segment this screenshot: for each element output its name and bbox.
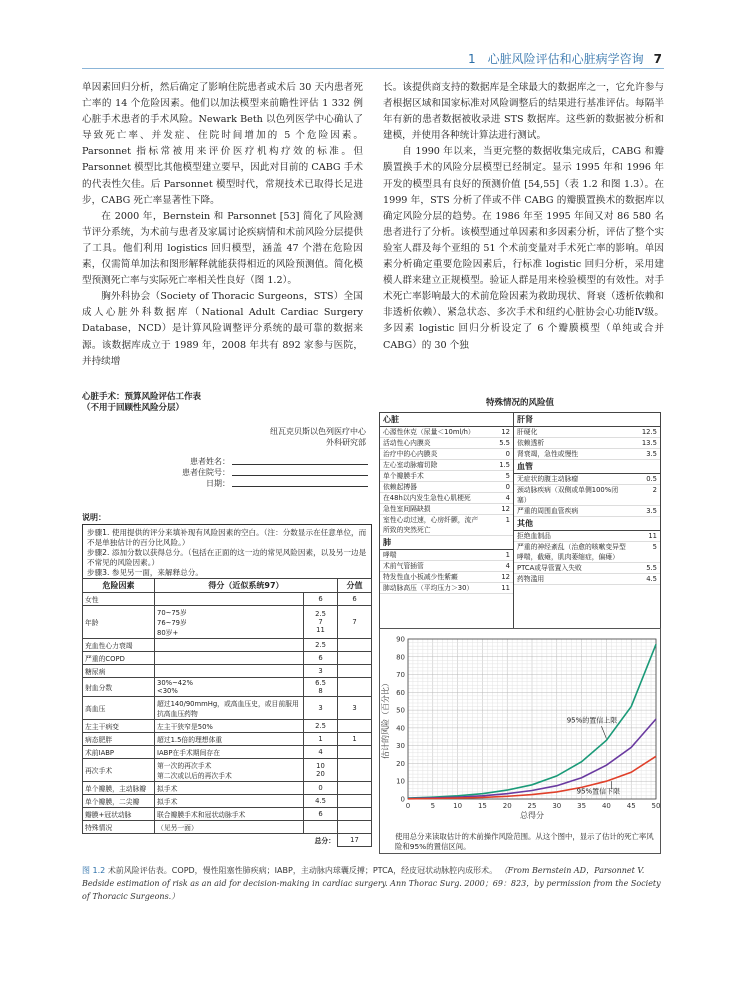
table-row [83,795,372,808]
x-tick-label: 50 [651,802,660,810]
x-axis-label: 总得分 [520,811,544,820]
risk-factor: 特殊情况 [83,821,155,834]
special-right-column [514,413,660,585]
risk-points: 1 [304,733,338,746]
risk-factor-rows [83,593,372,847]
figure-text: 术前风险评估表。COPD，慢性阻塞性肺疾病；IABP，主动脉内球囊反搏；PTCA，经皮冠状动脉腔内成形术。 [107,866,498,875]
special-conditions [379,396,661,634]
table-row [83,606,372,639]
header-divider [82,68,664,69]
institution-line1: 纽瓦克贝斯以色列医疗中心 [270,427,366,436]
special-item [380,471,513,482]
special-item [380,515,513,536]
special-item-label: 依赖透析 [517,439,545,447]
special-item-value: 1.5 [499,461,510,469]
section-lung: 肺 [380,536,513,550]
risk-value-input[interactable] [338,720,372,733]
special-item-value: 1 [505,516,510,524]
paragraph: 在 2000 年，Bernstein 和 Parsonnet [53] 简化了风险测节评分系统，为术前与患者及家属讨论疾病情和术前风险分层提供了工具。他们利用 logistics 回归模型，涵盖 47 个潜在危险因素，仅需简单加法和图形解释就能获得相近的风险预测值。简化模型预测死亡率与实际死亡率相关性良好（图 1.2）。 [82,210,363,287]
x-tick-label: 20 [502,802,512,810]
special-item-label: 活动性心内膜炎 [383,439,431,447]
risk-chart-box [379,628,661,854]
risk-factor: 充血性心力衰竭 [83,639,155,652]
special-item-value: 12 [501,505,510,513]
lung-list [380,550,513,594]
table-row [83,733,372,746]
section-vessel: 血管 [514,460,660,474]
risk-criteria: 联合瓣膜手术和冠状动脉手术 [155,808,304,821]
x-tick-label: 10 [453,802,463,810]
col-factor: 危险因素 [83,579,155,593]
special-item-label: 严重的周围血管疾病 [517,507,579,515]
special-item-value: 12 [501,428,510,436]
y-tick-label: 90 [396,635,405,644]
special-item-label: 药物滥用 [517,575,545,583]
risk-criteria: （见另一面） [155,821,304,834]
institution [270,426,366,448]
special-item-value: 5 [505,472,510,480]
table-row [83,665,372,678]
table-row [83,759,372,782]
risk-factor: 病态肥胖 [83,733,155,746]
risk-points: 3 [304,697,338,720]
risk-worksheet [82,392,372,859]
worksheet-title [82,392,201,414]
special-item-value: 11 [501,584,510,592]
risk-criteria: 超过140/90mmHg，或高血压史，或目前服用抗高血压药物 [155,697,304,720]
paragraph: 自 1990 年以来，当更完整的数据收集完成后，CABG 和瓣膜置换手术的风险分层模型已经制定。显示 1995 年和 1996 年开发的模型具有良好的预测价值 [54,55]（表 1.2 和图 1.3）。在 1999 年，STS 分析了伴或不伴 CABG 的瓣膜置换术的数据库以确定风险分层的趋势。在 1986 年至 1995 年间又对 86 580 名患者进行了分析。该模型通过单因素和多因素分析，评估了整个实验室人群及每个亚组的 51 个术前变量对手术死亡率的影响。单因素分析确定重要危险因素后，行标准 logistic 回归分析，采用建模人群来建立正规模型。验证人群是用来检验模型的有效性。对手术死亡率影响最大的术前危险因素为救助现状、肾衰（透析依赖和非透析依赖）、紧急状态、多次手术和纽约心脏协会心功能Ⅳ级。多因素 logistic 回归分析设定了 6 个瓣膜模型（单纯或合并 CABG）的 30 个独 [383,146,664,351]
special-item-label: 哮喘 [383,551,397,559]
patient-name-field[interactable] [142,456,368,467]
chapter-title: 1 心脏风险评估和心脏病学咨询 [468,52,644,66]
risk-points [304,821,338,834]
special-item-value: 3.5 [646,507,657,515]
annotation-upper: 95%的置信上限 [566,716,618,725]
special-item-label: 左心室动脉瘤切除 [383,461,438,469]
y-tick-label: 60 [396,688,405,697]
annotation-lower: 95%置信下限 [576,787,621,796]
field-label: 患者住院号： [182,468,230,477]
table-row [83,639,372,652]
instructions-box [82,524,372,582]
special-item-label: 肺动脉高压（平均压力＞30） [383,584,474,592]
table-header-row [83,579,372,593]
risk-points: 4.5 [304,795,338,808]
special-item [380,550,513,561]
y-tick-label: 0 [400,795,405,804]
section-kidney: 肝肾 [514,413,660,427]
x-tick-label: 35 [577,802,587,810]
patient-id-field[interactable] [142,467,368,478]
heart-list [380,427,513,536]
special-item-value: 2 [652,486,657,494]
table-row [83,593,372,606]
table-row [83,697,372,720]
step-3: 步骤3. 参见另一面，来解释总分。 [87,568,203,577]
special-item-label: 拒绝血制品 [517,532,551,540]
special-item [514,506,660,517]
special-item-label: 治疗中的心内膜炎 [383,450,438,458]
special-item [380,493,513,504]
risk-points: 10 20 [304,759,338,782]
special-item [380,427,513,438]
vessel-list [514,474,660,517]
paragraph: 长。该提供商支持的数据库是全球最大的数据库之一，它允许参与者根据区域和国家标准对风险调整后的结果进行基准评估。每隔半年有新的患者数据被收录进 STS 数据库。这些新的数据被分析和建模，并使用各种统计算法进行测试。 [383,82,664,142]
special-item-label: 术前气管插管 [383,562,424,570]
risk-criteria: 70~75岁 76~79岁 80岁+ [155,606,304,639]
kidney-list [514,427,660,460]
other-list [514,531,660,585]
field-label: 患者姓名： [190,457,230,466]
y-tick-label: 80 [396,653,405,662]
figure-label: 图 1.2 [82,866,106,875]
risk-criteria [155,652,304,665]
field-line[interactable] [232,467,368,476]
special-item-label: 单个瓣膜手术 [383,472,424,480]
total-label: 总分： [314,837,335,845]
risk-criteria [155,639,304,652]
risk-points: 2.5 [304,720,338,733]
special-item [380,460,513,471]
special-item [380,561,513,572]
risk-points: 6 [304,652,338,665]
risk-criteria: 左主干狭窄是50% [155,720,304,733]
special-item-value: 0 [505,483,510,491]
risk-value-input[interactable] [338,782,372,795]
special-item-label: PTCA或导管置入失败 [517,564,582,572]
risk-criteria: 30%~42% <30% [155,678,304,697]
special-item-label: 心源性休克（尿量＜10ml/h） [383,428,475,436]
risk-factor: 严重的COPD [83,652,155,665]
risk-factor: 瓣膜+冠状动脉 [83,808,155,821]
special-item-value: 4.5 [646,575,657,583]
field-label: 日期： [206,479,230,488]
risk-criteria: 超过1.5倍的理想体重 [155,733,304,746]
paragraph: 单因素回归分析，然后确定了影响住院患者或术后 30 天内患者死亡率的 14 个危险因素。他们以加法模型来前瞻性评估 1 332 例心脏手术患者的手术风险。Newark Beth 以色列医学中心确认了导致死亡率、并发症、住院时间增加的 5 个危险因素。Parsonnet 指标常被用来评价医疗机构疗效的标准。但 Parsonnet 模型比其他模型建立要早，因此对目前的 CABG 手术的代表性欠佳。后 Parsonnet 模型时代，常规技术已取得长足进步，CABG 死亡率显著性下降。 [82,82,363,206]
special-item-value: 3.5 [646,450,657,458]
special-item-label: 肝硬化 [517,428,538,436]
y-tick-label: 20 [396,759,405,768]
special-item-label: 颈动脉疾病（双侧或单侧100%闭塞） [517,486,618,504]
special-item-value: 4 [505,562,510,570]
special-item-label: 急性室间隔缺损 [383,505,431,513]
field-line[interactable] [232,456,368,465]
risk-factor: 高血压 [83,697,155,720]
page-header [468,50,662,67]
special-item [514,427,660,438]
risk-points: 6 [304,808,338,821]
y-tick-label: 10 [396,777,405,786]
risk-value-input[interactable] [338,795,372,808]
page-number: 7 [653,52,662,66]
special-item-label: 室性心动过速，心房纤颤，流产所致的突然死亡 [383,516,479,534]
x-tick-label: 0 [405,802,411,810]
special-item-value: 12 [501,573,510,581]
y-axis-label: 估计的风险（百分比） [381,679,390,759]
risk-factor: 糖尿病 [83,665,155,678]
risk-criteria [155,665,304,678]
table-row [83,746,372,759]
special-item-value: 5 [652,543,657,551]
risk-chart [380,629,660,829]
risk-value-input[interactable] [338,746,372,759]
instructions-label: 说明： [82,513,106,522]
step-2: 步骤2. 添加分数以获得总分。（包括在正面的这一边的常见风险因素，以及另一边是不常见的风险因素。） [87,548,367,567]
risk-value-input[interactable] [338,639,372,652]
x-tick-label: 25 [527,802,537,810]
special-item [380,504,513,515]
risk-points: 4 [304,746,338,759]
risk-factor: 左主干病变 [83,720,155,733]
risk-factor: 年龄 [83,606,155,639]
special-item-label: 在48h以内发生急性心肌梗死 [383,494,471,502]
risk-points: 2.5 7 11 [304,606,338,639]
table-row [83,808,372,821]
figure-citation: （From Bernstein AD，Parsonnet V. Bedside estimation of risk as an aid for decision-making in cardiac surgery. Ann Thorac Surg. 2000；69：823，by permission from the Society of Thoracic Surgeons.） [82,866,661,901]
risk-factor: 单个瓣膜，二尖瓣 [83,795,155,808]
left-text-column [82,80,363,370]
risk-value-input[interactable] [338,665,372,678]
risk-value-input[interactable] [338,808,372,821]
table-row [83,782,372,795]
chart-caption: 使用总分来读取估计的术前操作风险范围。从这个图中，显示了估计的死亡率风险和95%的置信区间。 [395,832,654,851]
special-item-value: 1 [505,551,510,559]
special-item [514,542,660,563]
spacer [83,834,155,847]
risk-value-input[interactable]: 7 [338,606,372,639]
special-item [514,563,660,574]
total-value[interactable]: 17 [338,834,372,847]
special-item-label: 特发性血小板减少性紫癜 [383,573,458,581]
right-text-column [383,80,664,354]
special-item-value: 4 [505,494,510,502]
risk-factor-table [82,578,372,847]
risk-criteria: 拟手术 [155,795,304,808]
special-item [380,583,513,594]
special-item [380,482,513,493]
risk-criteria: 拟手术 [155,782,304,795]
special-item [514,574,660,585]
risk-criteria [155,593,304,606]
col-score: 得分（近似系统97） [155,579,338,593]
y-tick-label: 40 [396,724,405,733]
special-item-value: 5.5 [499,439,510,447]
y-tick-label: 70 [396,671,405,680]
table-row [83,821,372,834]
section-other: 其他 [514,517,660,531]
table-row [83,652,372,665]
special-item [380,438,513,449]
special-item-value: 12.5 [641,428,657,436]
x-tick-label: 40 [601,802,611,810]
figure-caption [82,864,664,903]
risk-points: 6 [304,593,338,606]
special-item-value: 13.5 [641,439,657,447]
special-left-column [380,413,514,633]
special-box [379,412,661,634]
special-item-label: 依赖起搏器 [383,483,417,491]
special-item [514,485,660,506]
special-item [380,572,513,583]
risk-value-input[interactable] [338,821,372,834]
section-heart: 心脏 [380,413,513,427]
risk-factor: 术前IABP [83,746,155,759]
date-field[interactable] [142,478,368,489]
total-row [83,834,372,847]
table-row [83,720,372,733]
risk-points: 6.5 8 [304,678,338,697]
special-item [514,438,660,449]
special-item-value: 0.5 [646,475,657,483]
special-item [514,474,660,485]
risk-points: 0 [304,782,338,795]
risk-factor: 女性 [83,593,155,606]
special-item-label: 肾衰竭，急性或慢性 [517,450,579,458]
special-title: 特殊情况的风险值 [485,398,554,408]
x-tick-label: 15 [477,802,487,810]
col-value: 分值 [338,579,372,593]
step-1: 步骤1. 使用提供的评分来填补现有风险因素的空白。（注：分数显示在任意单位，而不是单独估计的百分比风险。） [87,528,367,547]
x-tick-label: 30 [552,802,562,810]
risk-points: 2.5 [304,639,338,652]
risk-value-input[interactable]: 3 [338,697,372,720]
risk-points: 3 [304,665,338,678]
special-item-value: 11 [648,532,657,540]
risk-value-input[interactable] [338,652,372,665]
patient-fields [142,456,368,489]
risk-factor: 单个瓣膜，主动脉瓣 [83,782,155,795]
special-item-label: 严重的神经紊乱（治愈的咳嗽变异型哮喘，截瘫，肌肉萎缩症，偏瘫） [517,543,626,561]
risk-value-input[interactable] [338,759,372,782]
risk-value-input[interactable]: 1 [338,733,372,746]
x-tick-label: 5 [430,802,436,810]
special-item-value: 5.5 [646,564,657,572]
table-row [83,678,372,697]
field-line[interactable] [232,478,368,487]
paragraph: 胸外科协会（Society of Thoracic Surgeons，STS）全国成人心脏外科数据库（National Adult Cardiac Surgery Database，NCD）是计算风险调整评分系统的最可靠的数据来源。该数据库成立于 1989 年，2008 年共有 892 家参与医院，并持续增 [82,291,363,367]
risk-factor: 再次手术 [83,759,155,782]
institution-line2: 外科研究部 [326,438,366,447]
y-tick-label: 30 [396,742,405,751]
risk-value-input[interactable]: 6 [338,593,372,606]
worksheet-title-line1: 心脏手术：预算风险评估工作表 [82,392,202,402]
special-item-value: 0 [505,450,510,458]
x-tick-label: 45 [626,802,636,810]
special-item [514,531,660,542]
risk-criteria: 第一次的再次手术 第二次或以后的再次手术 [155,759,304,782]
risk-value-input[interactable] [338,678,372,697]
risk-factor: 射血分数 [83,678,155,697]
risk-criteria: IABP在手术期间存在 [155,746,304,759]
special-item [514,449,660,460]
special-item-label: 无症状的腹主动脉瘤 [517,475,579,483]
y-tick-label: 50 [396,706,405,715]
special-item [380,449,513,460]
worksheet-title-line2: （不用于回顾性风险分层） [82,403,185,413]
